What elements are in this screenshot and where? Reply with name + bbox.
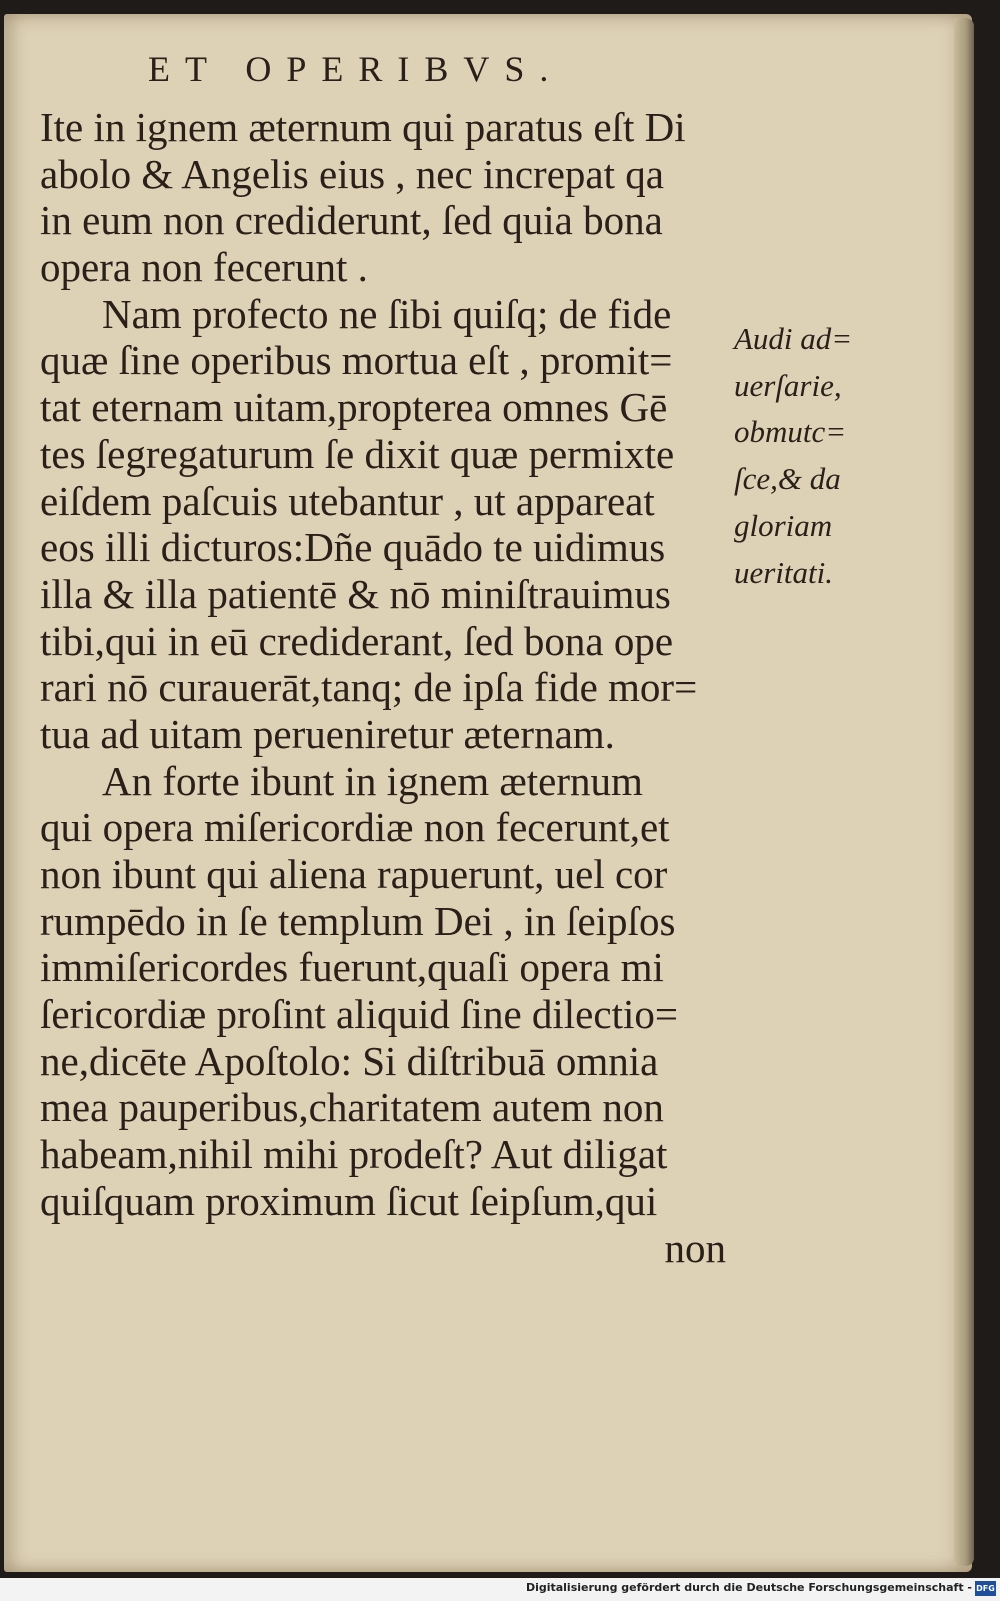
margin-note-line: uerſarie, [734,367,842,403]
text-line: An forte ibunt in ignem æternum [102,757,643,804]
text-line: eiſdem paſcuis utebantur , ut appareat [40,477,655,524]
text-line: quiſquam proximum ſicut ſeipſum,qui [40,1177,658,1224]
text-line: opera non fecerunt . [40,244,368,291]
text-line: tat eternam uitam,propterea omnes Gē [40,384,668,431]
text-line: qui opera miſericordiæ non fecerunt,et [40,804,670,851]
text-line: tua ad uitam perueniretur æternam. [40,710,615,757]
text-line: immiſericordes fuerunt,quaſi opera mi [40,944,664,991]
margin-note-line: ſce,& da [734,461,841,497]
funding-footer [0,1578,1000,1601]
text-line: eos illi dicturos:Dñe quādo te uidimus [40,524,666,571]
text-line: Nam profecto ne ſibi quiſq; de fide [102,290,672,337]
body-text [40,104,730,1271]
text-line: mea pauperibus,charitatem autem non [40,1084,664,1131]
margin-note-line: Audi ad= [734,321,853,356]
dfg-logo-icon: DFG [975,1581,996,1596]
text-line: rari nō curauerāt,tanq; de ipſa fide mor= [40,664,698,711]
margin-note-line: gloriam [734,507,833,543]
catchword: non [664,1224,726,1271]
text-line: ſericordiæ proſint aliquid ſine dilectio= [40,991,678,1038]
text-line: ne,dicēte Apoſtolo: Si diſtribuā omnia [40,1037,659,1084]
text-line: habeam,nihil mihi prodeſt? Aut diligat [40,1131,668,1178]
text-line: in eum non crediderunt, ſed quia bona [40,197,663,244]
text-line: non ibunt qui aliena rapuerunt, uel cor [40,851,668,897]
funding-credit: Digitalisierung gefördert durch die Deutsche Forschungsgemeinschaft - [525,1581,972,1594]
text-line: rumpēdo in ſe templum Dei , in ſeipſos [40,897,676,944]
page-edge [954,18,974,1566]
text-line: illa & illa patientē & nō miniſtrauimus [40,570,671,617]
text-line: Ite in ignem æternum qui paratus eſt Di [40,104,686,150]
margin-note [734,316,852,596]
margin-note-line: ueritati. [734,554,834,590]
margin-note-line: obmutc= [734,414,847,450]
text-line: tes ſegregaturum ſe dixit quæ permixte [40,430,675,477]
running-head: ET OPERIBVS. [148,49,564,89]
text-line: tibi,qui in eū crediderant, ſed bona ope [40,617,674,664]
text-line: quæ ſine operibus mortua eſt , promit= [40,337,673,384]
text-line: abolo & Angelis eius , nec increpat qa [40,150,664,197]
